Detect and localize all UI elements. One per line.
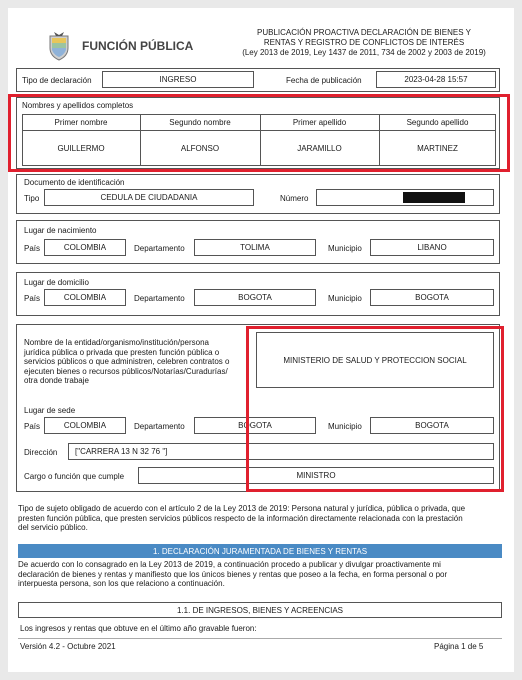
subject-type-text: [18, 504, 504, 533]
entity-name-field: MINISTERIO DE SALUD Y PROTECCION SOCIAL: [256, 332, 494, 388]
section-1-1-text: Los ingresos y rentas que obtuve en el último año gravable fueron:: [20, 624, 257, 633]
residence-department-label: Departamento: [134, 294, 185, 303]
birth-country-field: COLOMBIA: [44, 239, 126, 256]
subject-type-line: Tipo de sujeto obligado de acuerdo con el artículo 2 de la Ley 2013 de 2019: Persona natural y jurídica, pública o privada, que: [18, 504, 466, 513]
section-1-line: declaración de bienes y rentas y manifiesto que los únicos bienes y rentas que poseo a la fecha, en forma personal o por: [18, 569, 448, 579]
section-1-1-header: 1.1. DE INGRESOS, BIENES Y ACREENCIAS: [18, 602, 502, 618]
first-surname-value: JARAMILLO: [297, 143, 342, 153]
second-name-value: ALFONSO: [180, 143, 220, 153]
role-field: MINISTRO: [138, 467, 494, 484]
identification-number-label: Número: [280, 194, 309, 203]
second-surname-value: MARTINEZ: [417, 143, 458, 153]
birth-department-label: Departamento: [134, 244, 185, 253]
seat-department-field: BOGOTA: [194, 417, 316, 434]
first-name-value: GUILLERMO: [57, 143, 105, 153]
publication-date-label: Fecha de publicación: [286, 76, 362, 85]
header-title: [230, 28, 498, 58]
residence-department-field: BOGOTA: [194, 289, 316, 306]
declaration-type-label: Tipo de declaración: [22, 76, 92, 85]
entity-description-line: Nombre de la entidad/organismo/institución/persona: [24, 338, 209, 347]
identification-section-label: Documento de identificación: [24, 178, 125, 187]
address-field: ["CARRERA 13 N 32 76 "]: [68, 443, 494, 460]
residence-country-field: COLOMBIA: [44, 289, 126, 306]
names-section-label: Nombres y apellidos completos: [22, 101, 134, 110]
residence-municipality-label: Municipio: [328, 294, 362, 303]
entity-description-line: ejecuten bienes o recursos públicos/Notarías/Curadurías/: [24, 366, 228, 376]
section-1-line: interpuesta persona, son los que relaciono a continuación.: [18, 579, 225, 589]
declaration-type-field: INGRESO: [102, 71, 254, 88]
second-surname-header: Segundo apellido: [406, 117, 469, 127]
footer-rule: [18, 638, 502, 639]
birth-section-label: Lugar de nacimiento: [24, 226, 97, 235]
first-surname-header: Primer apellido: [292, 117, 347, 127]
residence-municipality-field: BOGOTA: [370, 289, 494, 306]
birth-country-label: País: [24, 244, 41, 253]
residence-country-label: País: [24, 294, 41, 303]
seat-municipality-field: BOGOTA: [370, 417, 494, 434]
header-title-line-2: RENTAS Y REGISTRO DE CONFLICTOS DE INTERÉS: [263, 38, 465, 47]
entity-description: [24, 338, 244, 386]
subject-type-line: del servicio público.: [18, 523, 88, 533]
second-name-header: Segundo nombre: [169, 117, 231, 127]
section-1-line: De acuerdo con lo consagrado en la Ley 2013 de 2019, a continuación procedo a publicar y divulgar proactivamente mi: [18, 560, 441, 569]
seat-country-field: COLOMBIA: [44, 417, 126, 434]
seat-country-label: País: [24, 422, 41, 431]
footer-page-number: Página 1 de 5: [434, 642, 484, 651]
entity-description-line: otra donde trabaje: [24, 376, 89, 386]
redacted-number-bar: [403, 192, 465, 203]
role-label: Cargo o función que cumple: [24, 472, 125, 481]
logo-text: FUNCIÓN PÚBLICA: [82, 39, 194, 53]
birth-municipality-label: Municipio: [328, 244, 362, 253]
identification-number-field: [316, 189, 494, 206]
header-title-line-1: PUBLICACIÓN PROACTIVA DECLARACIÓN DE BIENES Y: [257, 28, 471, 37]
seat-department-label: Departamento: [134, 422, 185, 431]
identification-type-label: Tipo: [24, 194, 40, 203]
first-name-header: Primer nombre: [54, 117, 108, 127]
logo: [38, 28, 194, 64]
address-label: Dirección: [24, 448, 58, 457]
entity-description-line: jurídica pública o privada que presten función pública o: [24, 347, 220, 357]
birth-municipality-field: LIBANO: [370, 239, 494, 256]
seat-municipality-label: Municipio: [328, 422, 362, 431]
identification-type-field: CEDULA DE CIUDADANIA: [44, 189, 254, 206]
section-1-header: 1. DECLARACIÓN JURAMENTADA DE BIENES Y RENTAS: [18, 544, 502, 558]
subject-type-line: presten función pública, que presten servicios públicos respecto de la información directamente relacionada con la prestación: [18, 513, 463, 523]
coat-of-arms-icon: [46, 30, 72, 62]
seat-section-label: Lugar de sede: [24, 406, 76, 415]
header-title-line-3: (Ley 2013 de 2019, Ley 1437 de 2011, 734 de 2002 y 2003 de 2019): [242, 48, 486, 57]
entity-description-line: servicios públicos o que administren, celebren contratos o: [24, 357, 230, 367]
residence-section-label: Lugar de domicilio: [24, 278, 89, 287]
birth-department-field: TOLIMA: [194, 239, 316, 256]
publication-date-field: 2023-04-28 15:57: [376, 71, 496, 88]
section-1-text: [18, 560, 504, 589]
document-page: [8, 8, 514, 672]
footer-version: Versión 4.2 - Octubre 2021: [20, 642, 116, 651]
